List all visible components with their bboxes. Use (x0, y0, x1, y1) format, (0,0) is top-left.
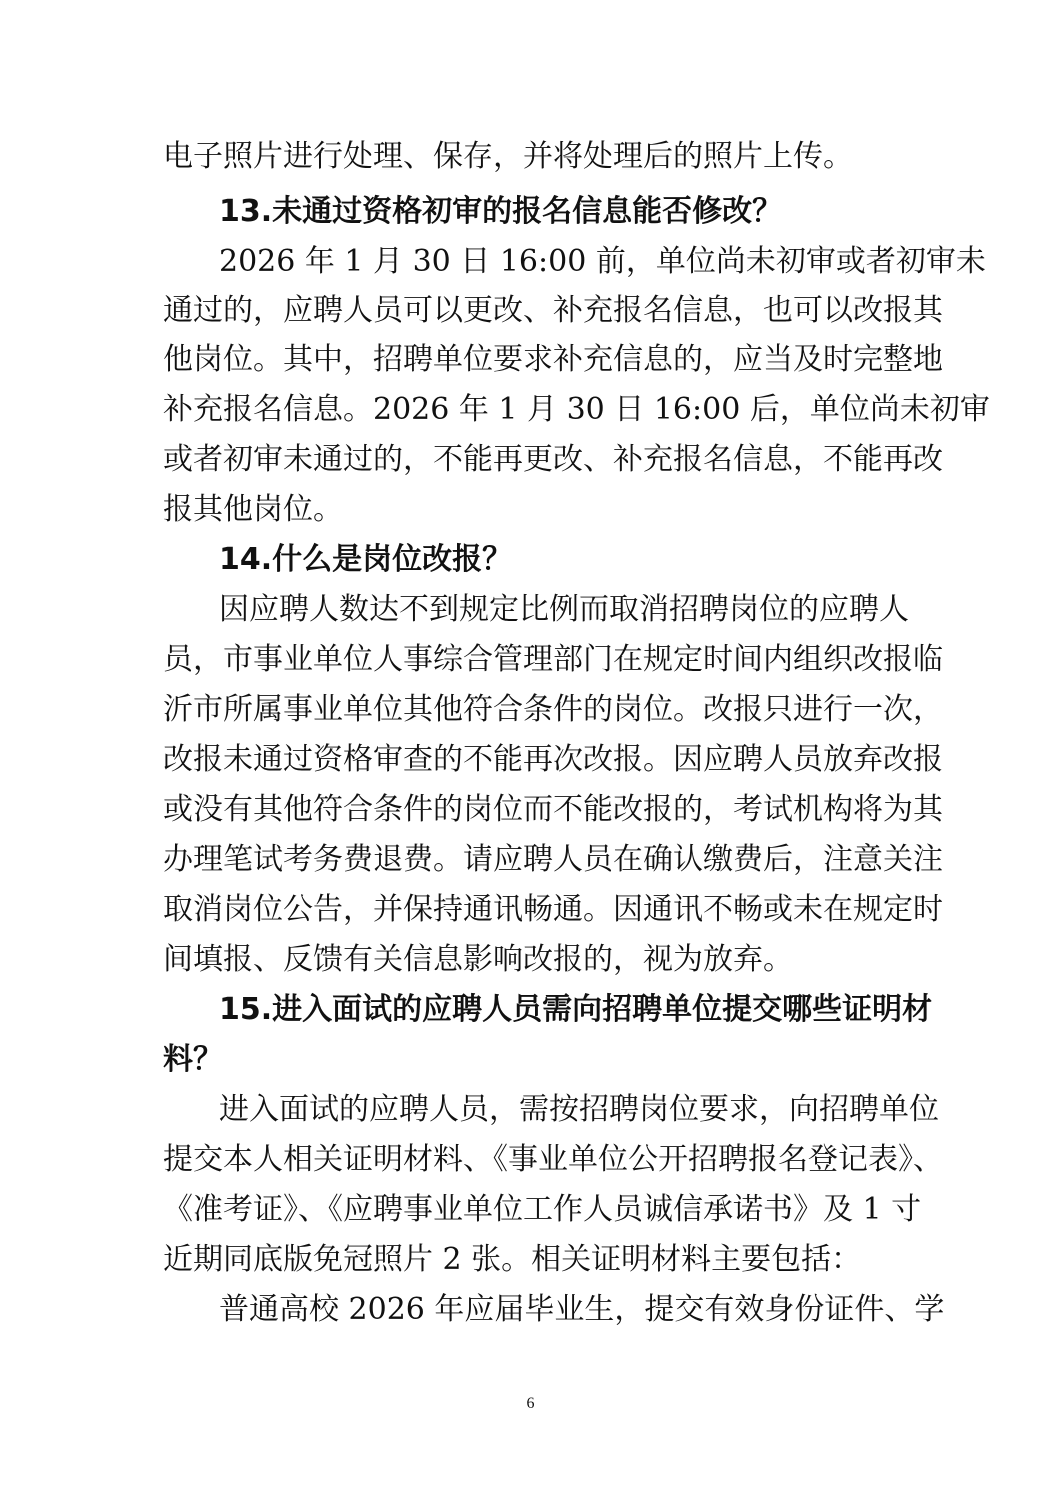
paragraph-line: 或没有其他符合条件的岗位而不能改报的，考试机构将为其 (163, 792, 943, 827)
section-heading-15-cont: 料？ (163, 1042, 223, 1077)
paragraph-line: 《准考证》、《应聘事业单位工作人员诚信承诺书》及 1 寸 (163, 1192, 922, 1227)
page-number: 6 (526, 1395, 535, 1412)
section-heading-13: 13.未通过资格初审的报名信息能否修改？ (219, 194, 783, 229)
paragraph-line: 电子照片进行处理、保存，并将处理后的照片上传。 (163, 139, 853, 174)
paragraph-line: 普通高校 2026 年应届毕业生，提交有效身份证件、学 (219, 1292, 945, 1327)
paragraph-line: 改报未通过资格审查的不能再次改报。因应聘人员放弃改报 (163, 742, 943, 777)
paragraph-line: 因应聘人数达不到规定比例而取消招聘岗位的应聘人 (219, 592, 909, 627)
paragraph-line: 补充报名信息。2026 年 1 月 30 日 16:00 后，单位尚未初审 (163, 392, 990, 427)
paragraph-line: 近期同底版免冠照片 2 张。相关证明材料主要包括： (163, 1242, 862, 1277)
paragraph-line: 办理笔试考务费退费。请应聘人员在确认缴费后，注意关注 (163, 842, 943, 877)
paragraph-line: 或者初审未通过的，不能再更改、补充报名信息，不能再改 (163, 442, 943, 477)
paragraph-line: 报其他岗位。 (163, 492, 343, 527)
paragraph-line: 2026 年 1 月 30 日 16:00 前，单位尚未初审或者初审未 (219, 244, 986, 279)
section-heading-14: 14.什么是岗位改报？ (219, 542, 513, 577)
paragraph-line: 他岗位。其中，招聘单位要求补充信息的，应当及时完整地 (163, 342, 943, 377)
paragraph-line: 员，市事业单位人事综合管理部门在规定时间内组织改报临 (163, 642, 943, 677)
paragraph-line: 进入面试的应聘人员，需按招聘岗位要求，向招聘单位 (219, 1092, 939, 1127)
paragraph-line: 间填报、反馈有关信息影响改报的，视为放弃。 (163, 942, 793, 977)
paragraph-line: 取消岗位公告，并保持通讯畅通。因通讯不畅或未在规定时 (163, 892, 943, 927)
paragraph-line: 提交本人相关证明材料、《事业单位公开招聘报名登记表》、 (163, 1142, 943, 1177)
section-heading-15: 15.进入面试的应聘人员需向招聘单位提交哪些证明材 (219, 992, 933, 1027)
paragraph-line: 沂市所属事业单位其他符合条件的岗位。改报只进行一次， (163, 692, 943, 727)
paragraph-line: 通过的，应聘人员可以更改、补充报名信息，也可以改报其 (163, 293, 943, 328)
